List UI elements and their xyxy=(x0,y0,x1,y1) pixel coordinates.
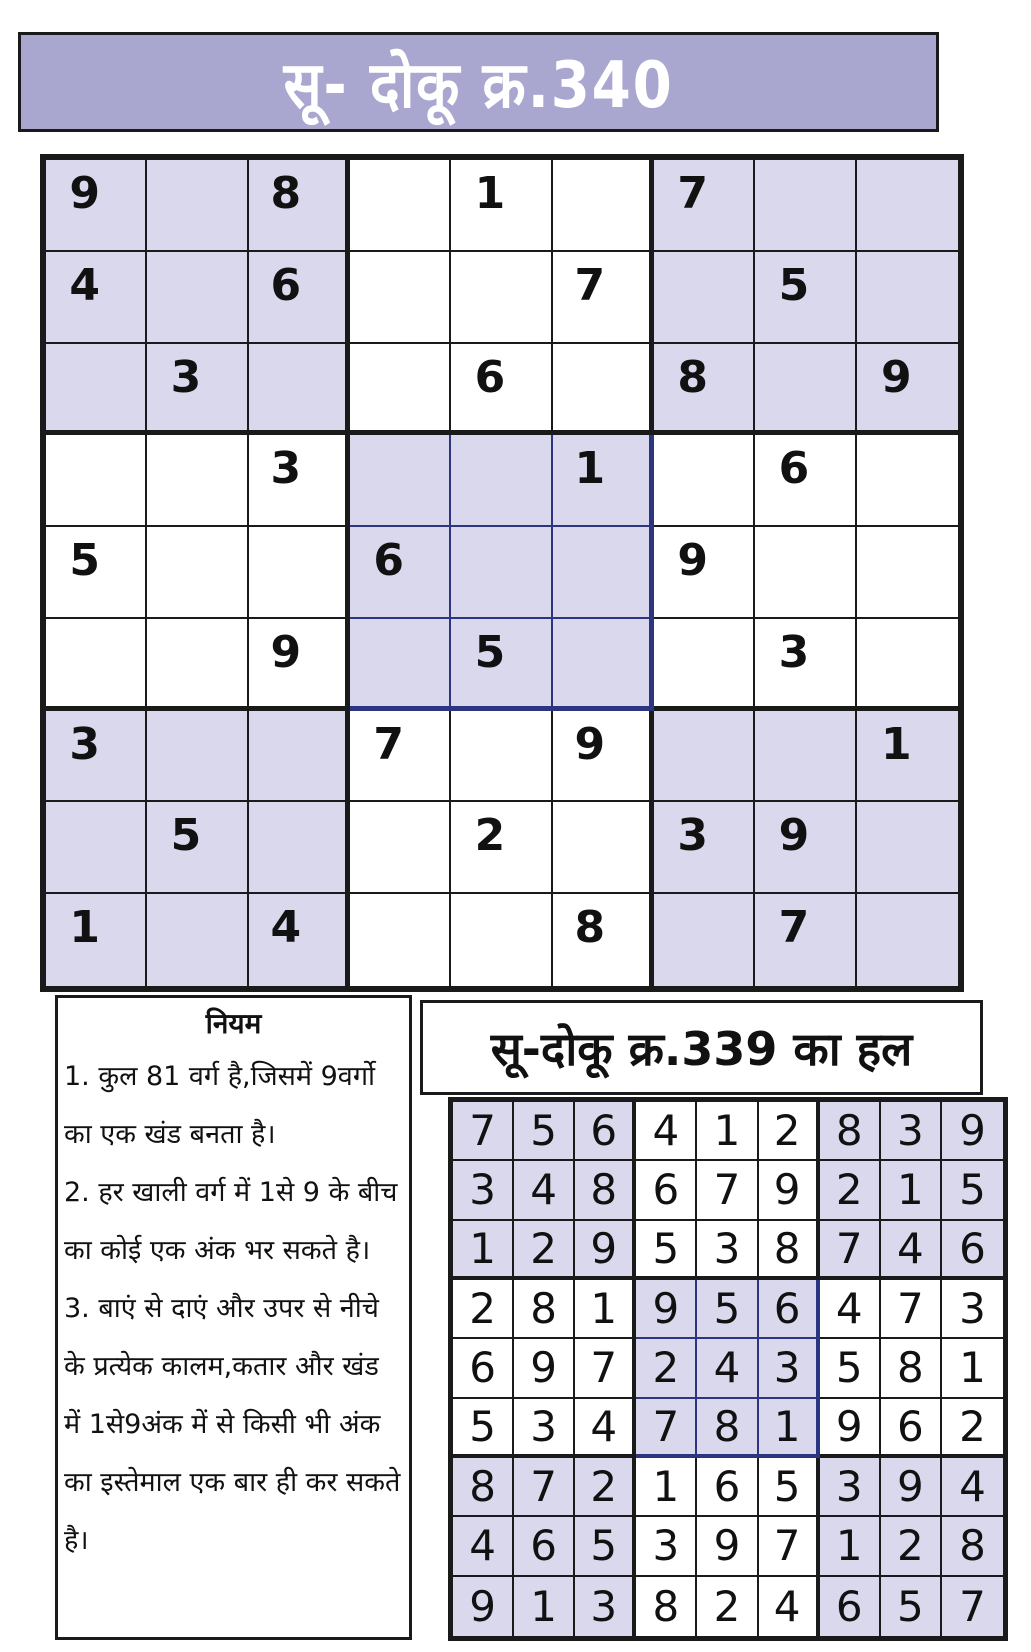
solution-cell-r1c5: 1 xyxy=(697,1102,758,1161)
solution-cell-r6c8: 6 xyxy=(881,1399,942,1458)
solution-cell-r1c9: 9 xyxy=(942,1102,1003,1161)
puzzle-cell-r6c5: 5 xyxy=(451,619,552,711)
solution-cell-r4c8: 7 xyxy=(881,1280,942,1339)
puzzle-cell-r3c6[interactable] xyxy=(553,344,654,436)
puzzle-cell-r8c9[interactable] xyxy=(857,802,958,894)
solution-cell-r7c7: 3 xyxy=(820,1458,881,1517)
puzzle-cell-r9c7[interactable] xyxy=(654,894,755,986)
rule-item-1: 1. कुल 81 वर्ग है,जिसमें 9वर्गो का एक खंड बनता है। xyxy=(64,1061,376,1150)
solution-cell-r9c2: 1 xyxy=(514,1577,575,1636)
puzzle-cell-r9c9[interactable] xyxy=(857,894,958,986)
puzzle-cell-r1c6[interactable] xyxy=(553,160,654,252)
solution-cell-r4c3: 1 xyxy=(575,1280,636,1339)
solution-cell-r6c5: 8 xyxy=(697,1399,758,1458)
title-banner xyxy=(18,32,939,132)
puzzle-cell-r9c3: 4 xyxy=(249,894,350,986)
puzzle-cell-r1c3: 8 xyxy=(249,160,350,252)
puzzle-cell-r1c9[interactable] xyxy=(857,160,958,252)
solution-title-box xyxy=(420,1000,983,1095)
puzzle-cell-r2c6: 7 xyxy=(553,252,654,344)
solution-cell-r3c3: 9 xyxy=(575,1221,636,1280)
solution-cell-r8c5: 9 xyxy=(697,1517,758,1576)
solution-cell-r9c6: 4 xyxy=(759,1577,820,1636)
puzzle-cell-r7c5[interactable] xyxy=(451,711,552,803)
puzzle-cell-r8c6[interactable] xyxy=(553,802,654,894)
puzzle-cell-r4c3: 3 xyxy=(249,435,350,527)
puzzle-cell-r5c6[interactable] xyxy=(553,527,654,619)
solution-cell-r8c8: 2 xyxy=(881,1517,942,1576)
solution-cell-r9c4: 8 xyxy=(636,1577,697,1636)
solution-cell-r8c9: 8 xyxy=(942,1517,1003,1576)
rules-title: नियम xyxy=(205,1007,262,1040)
puzzle-cell-r4c9[interactable] xyxy=(857,435,958,527)
solution-cell-r7c6: 5 xyxy=(759,1458,820,1517)
solution-cell-r2c1: 3 xyxy=(453,1161,514,1220)
solution-cell-r1c4: 4 xyxy=(636,1102,697,1161)
puzzle-cell-r5c1: 5 xyxy=(46,527,147,619)
puzzle-cell-r8c5: 2 xyxy=(451,802,552,894)
solution-cell-r6c7: 9 xyxy=(820,1399,881,1458)
solution-cell-r5c4: 2 xyxy=(636,1339,697,1398)
puzzle-cell-r4c6: 1 xyxy=(553,435,654,527)
puzzle-cell-r4c2[interactable] xyxy=(147,435,248,527)
puzzle-cell-r1c1: 9 xyxy=(46,160,147,252)
solution-cell-r7c1: 8 xyxy=(453,1458,514,1517)
puzzle-cell-r1c2[interactable] xyxy=(147,160,248,252)
solution-cell-r7c9: 4 xyxy=(942,1458,1003,1517)
puzzle-cell-r6c2[interactable] xyxy=(147,619,248,711)
puzzle-title: सू- दोकू क्र.340 xyxy=(283,48,674,123)
puzzle-cell-r2c2[interactable] xyxy=(147,252,248,344)
puzzle-cell-r2c4[interactable] xyxy=(350,252,451,344)
puzzle-cell-r6c7[interactable] xyxy=(654,619,755,711)
solution-cell-r6c4: 7 xyxy=(636,1399,697,1458)
solution-cell-r4c4: 9 xyxy=(636,1280,697,1339)
solution-cell-r2c2: 4 xyxy=(514,1161,575,1220)
solution-cell-r1c6: 2 xyxy=(759,1102,820,1161)
puzzle-cell-r3c4[interactable] xyxy=(350,344,451,436)
solution-cell-r9c3: 3 xyxy=(575,1577,636,1636)
puzzle-cell-r7c6: 9 xyxy=(553,711,654,803)
rule-item-2: 2. हर खाली वर्ग में 1से 9 के बीच का कोई एक अंक भर सकते है। xyxy=(64,1177,398,1266)
solution-cell-r9c1: 9 xyxy=(453,1577,514,1636)
puzzle-cell-r7c9: 1 xyxy=(857,711,958,803)
puzzle-cell-r6c1[interactable] xyxy=(46,619,147,711)
solution-cell-r5c5: 4 xyxy=(697,1339,758,1398)
solution-cell-r3c1: 1 xyxy=(453,1221,514,1280)
solution-cell-r1c7: 8 xyxy=(820,1102,881,1161)
puzzle-cell-r3c9: 9 xyxy=(857,344,958,436)
puzzle-cell-r7c4: 7 xyxy=(350,711,451,803)
solution-cell-r4c2: 8 xyxy=(514,1280,575,1339)
puzzle-cell-r9c2[interactable] xyxy=(147,894,248,986)
solution-cell-r3c5: 3 xyxy=(697,1221,758,1280)
solution-cell-r1c3: 6 xyxy=(575,1102,636,1161)
solution-cell-r8c3: 5 xyxy=(575,1517,636,1576)
puzzle-cell-r5c2[interactable] xyxy=(147,527,248,619)
puzzle-cell-r6c3: 9 xyxy=(249,619,350,711)
solution-cell-r4c9: 3 xyxy=(942,1280,1003,1339)
solution-cell-r2c6: 9 xyxy=(759,1161,820,1220)
puzzle-cell-r4c5[interactable] xyxy=(451,435,552,527)
solution-cell-r3c6: 8 xyxy=(759,1221,820,1280)
solution-cell-r8c4: 3 xyxy=(636,1517,697,1576)
puzzle-cell-r9c5[interactable] xyxy=(451,894,552,986)
puzzle-cell-r8c4[interactable] xyxy=(350,802,451,894)
puzzle-cell-r9c6: 8 xyxy=(553,894,654,986)
puzzle-cell-r9c1: 1 xyxy=(46,894,147,986)
solution-cell-r2c5: 7 xyxy=(697,1161,758,1220)
solution-cell-r5c3: 7 xyxy=(575,1339,636,1398)
solution-cell-r5c1: 6 xyxy=(453,1339,514,1398)
sudoku-solution-grid xyxy=(448,1097,1008,1641)
solution-cell-r7c5: 6 xyxy=(697,1458,758,1517)
solution-cell-r3c7: 7 xyxy=(820,1221,881,1280)
puzzle-cell-r1c7: 7 xyxy=(654,160,755,252)
puzzle-cell-r1c5: 1 xyxy=(451,160,552,252)
puzzle-cell-r4c1[interactable] xyxy=(46,435,147,527)
solution-cell-r9c5: 2 xyxy=(697,1577,758,1636)
solution-cell-r7c2: 7 xyxy=(514,1458,575,1517)
puzzle-cell-r3c2: 3 xyxy=(147,344,248,436)
solution-cell-r2c3: 8 xyxy=(575,1161,636,1220)
puzzle-cell-r2c8: 5 xyxy=(755,252,856,344)
solution-cell-r4c6: 6 xyxy=(759,1280,820,1339)
solution-cell-r5c6: 3 xyxy=(759,1339,820,1398)
solution-cell-r8c6: 7 xyxy=(759,1517,820,1576)
puzzle-cell-r5c4: 6 xyxy=(350,527,451,619)
puzzle-cell-r4c7[interactable] xyxy=(654,435,755,527)
solution-cell-r2c4: 6 xyxy=(636,1161,697,1220)
solution-cell-r3c9: 6 xyxy=(942,1221,1003,1280)
solution-cell-r2c8: 1 xyxy=(881,1161,942,1220)
puzzle-cell-r3c7: 8 xyxy=(654,344,755,436)
puzzle-cell-r2c1: 4 xyxy=(46,252,147,344)
solution-cell-r4c1: 2 xyxy=(453,1280,514,1339)
puzzle-cell-r7c7[interactable] xyxy=(654,711,755,803)
puzzle-cell-r5c7: 9 xyxy=(654,527,755,619)
solution-cell-r8c2: 6 xyxy=(514,1517,575,1576)
puzzle-cell-r8c1[interactable] xyxy=(46,802,147,894)
solution-cell-r6c3: 4 xyxy=(575,1399,636,1458)
solution-cell-r5c8: 8 xyxy=(881,1339,942,1398)
puzzle-cell-r7c2[interactable] xyxy=(147,711,248,803)
solution-title: सू-दोकू क्र.339 का हल xyxy=(490,1021,913,1076)
solution-cell-r6c6: 1 xyxy=(759,1399,820,1458)
solution-cell-r3c8: 4 xyxy=(881,1221,942,1280)
puzzle-cell-r7c3[interactable] xyxy=(249,711,350,803)
puzzle-cell-r6c8: 3 xyxy=(755,619,856,711)
puzzle-cell-r3c8[interactable] xyxy=(755,344,856,436)
solution-cell-r6c2: 3 xyxy=(514,1399,575,1458)
puzzle-cell-r8c3[interactable] xyxy=(249,802,350,894)
puzzle-cell-r6c4[interactable] xyxy=(350,619,451,711)
puzzle-cell-r3c3[interactable] xyxy=(249,344,350,436)
puzzle-cell-r1c4[interactable] xyxy=(350,160,451,252)
solution-cell-r1c8: 3 xyxy=(881,1102,942,1161)
solution-cell-r7c4: 1 xyxy=(636,1458,697,1517)
puzzle-cell-r5c9[interactable] xyxy=(857,527,958,619)
puzzle-cell-r9c8: 7 xyxy=(755,894,856,986)
puzzle-cell-r7c1: 3 xyxy=(46,711,147,803)
solution-cell-r6c9: 2 xyxy=(942,1399,1003,1458)
solution-cell-r9c9: 7 xyxy=(942,1577,1003,1636)
puzzle-cell-r1c8[interactable] xyxy=(755,160,856,252)
solution-cell-r2c9: 5 xyxy=(942,1161,1003,1220)
puzzle-cell-r8c8: 9 xyxy=(755,802,856,894)
solution-cell-r5c9: 1 xyxy=(942,1339,1003,1398)
solution-cell-r2c7: 2 xyxy=(820,1161,881,1220)
puzzle-cell-r7c8[interactable] xyxy=(755,711,856,803)
puzzle-cell-r6c9[interactable] xyxy=(857,619,958,711)
solution-cell-r1c1: 7 xyxy=(453,1102,514,1161)
puzzle-cell-r8c7: 3 xyxy=(654,802,755,894)
rules-box xyxy=(55,995,412,1640)
solution-cell-r8c1: 4 xyxy=(453,1517,514,1576)
puzzle-cell-r3c1[interactable] xyxy=(46,344,147,436)
solution-cell-r6c1: 5 xyxy=(453,1399,514,1458)
puzzle-cell-r2c7[interactable] xyxy=(654,252,755,344)
puzzle-cell-r2c9[interactable] xyxy=(857,252,958,344)
solution-cell-r5c7: 5 xyxy=(820,1339,881,1398)
puzzle-cell-r5c3[interactable] xyxy=(249,527,350,619)
solution-cell-r9c8: 5 xyxy=(881,1577,942,1636)
solution-cell-r7c3: 2 xyxy=(575,1458,636,1517)
puzzle-cell-r4c8: 6 xyxy=(755,435,856,527)
rule-item-3: 3. बाएं से दाएं और उपर से नीचे के प्रत्येक कालम,कतार और खंड में 1से9अंक में से किसी भी अंक का इस्तेमाल एक बार ही कर सकते है। xyxy=(64,1293,401,1556)
puzzle-cell-r6c6[interactable] xyxy=(553,619,654,711)
puzzle-cell-r2c3: 6 xyxy=(249,252,350,344)
puzzle-cell-r5c8[interactable] xyxy=(755,527,856,619)
puzzle-cell-r8c2: 5 xyxy=(147,802,248,894)
puzzle-cell-r4c4[interactable] xyxy=(350,435,451,527)
puzzle-cell-r3c5: 6 xyxy=(451,344,552,436)
solution-cell-r4c7: 4 xyxy=(820,1280,881,1339)
solution-cell-r9c7: 6 xyxy=(820,1577,881,1636)
solution-cell-r5c2: 9 xyxy=(514,1339,575,1398)
solution-cell-r3c2: 2 xyxy=(514,1221,575,1280)
solution-cell-r8c7: 1 xyxy=(820,1517,881,1576)
solution-cell-r3c4: 5 xyxy=(636,1221,697,1280)
sudoku-puzzle-grid xyxy=(40,154,964,992)
puzzle-cell-r5c5[interactable] xyxy=(451,527,552,619)
solution-cell-r7c8: 9 xyxy=(881,1458,942,1517)
puzzle-cell-r9c4[interactable] xyxy=(350,894,451,986)
solution-cell-r4c5: 5 xyxy=(697,1280,758,1339)
solution-cell-r1c2: 5 xyxy=(514,1102,575,1161)
puzzle-cell-r2c5[interactable] xyxy=(451,252,552,344)
